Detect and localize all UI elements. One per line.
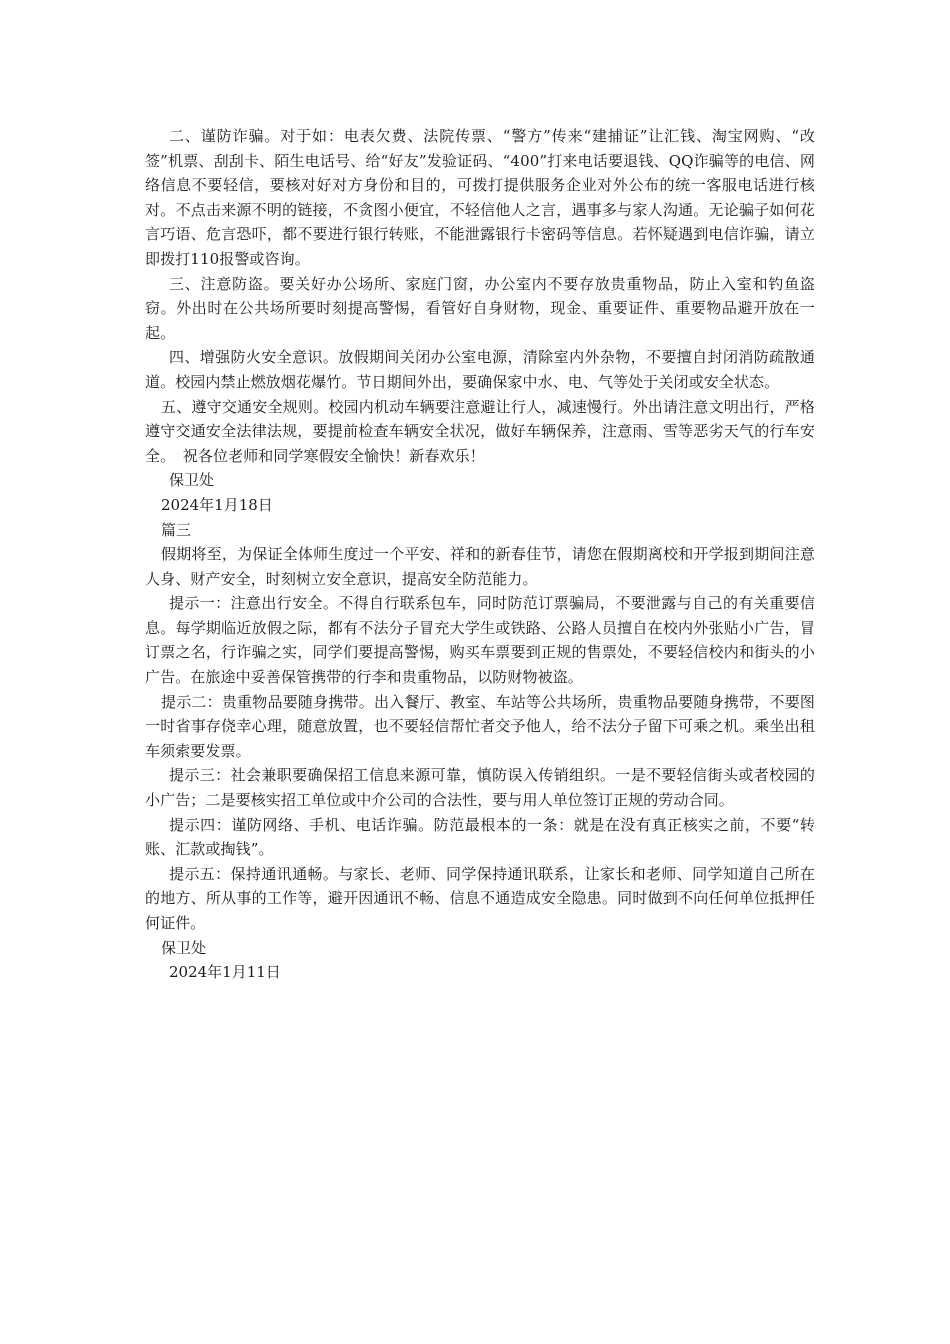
tip-five: 提示五：保持通讯通畅。与家长、老师、同学保持通讯联系，让家长和老师、同学知道自己所在的地方、所从事的工作等，避开因通讯不畅、信息不通造成安全隐患。同时做到不向任何单位抵押任何证件。 — [145, 864, 815, 932]
tip-one: 提示一：注意出行安全。不得自行联系包车，同时防范订票骗局，不要泄露与自己的有关重要信息。每学期临近放假之际，都有不法分子冒充大学生或铁路、公路人员擅自在校内外张贴小广告，冒订票之名，行诈骗之实，同学们要提高警惕，购买车票要到正规的售票处，不要轻信校内和街头的小广告。在旅途中妥善保管携带的行李和贵重物品，以防财物被盗。 — [145, 594, 815, 687]
date-1: 2024年1月18日 — [161, 495, 273, 514]
tip-two: 提示二：贵重物品要随身携带。出入餐厅、教室、车站等公共场所，贵重物品要随身携带，不要图一时省事存侥幸心理，随意放置，也不要轻信帮忙者交予他人，给不法分子留下可乘之机。乘坐出租车须索要发票。 — [145, 692, 815, 760]
signature-security-office-1: 保卫处 — [169, 471, 215, 490]
paragraph-anti-theft: 三、注意防盗。要关好办公场所、家庭门窗，办公室内不要存放贵重物品，防止入室和钓鱼盗窃。外出时在公共场所要时刻提高警惕，看管好自身财物，现金、重要证件、重要物品避开放在一起。 — [145, 274, 815, 342]
paragraph-fire-safety: 四、增强防火安全意识。放假期间关闭办公室电源，清除室内外杂物，不要擅自封闭消防疏散通道。校园内禁止燃放烟花爆竹。节日期间外出，要确保家中水、电、气等处于关闭或安全状态。 — [145, 348, 815, 391]
signature-security-office-2: 保卫处 — [161, 938, 207, 957]
tip-three: 提示三：社会兼职要确保招工信息来源可靠，慎防误入传销组织。一是不要轻信街头或者校园的小广告；二是要核实招工单位或中介公司的合法性，要与用人单位签订正规的劳动合同。 — [145, 766, 815, 810]
section-title: 篇三 — [161, 520, 192, 539]
tip-four: 提示四：谨防网络、手机、电话诈骗。防范最根本的一条：就是在没有真正核实之前，不要“转账、汇款或掏钱”。 — [145, 815, 815, 859]
paragraph-anti-fraud: 二、谨防诈骗。对于如：电表欠费、法院传票、“警方”传来“建捕证”让汇钱、淘宝网购、“改签”机票、刮刮卡、陌生电话号、给“好友”发验证码、“400”打来电话要退钱、QQ诈骗等的电信、网络信息不要轻信，要核对好对方身份和目的，可拨打提供服务企业对外公布的统一客服电话进行核对。不点击来源不明的链接，不贪图小便宜，不轻信他人之言，遇事多与家人沟通。无论骗子如何花言巧语、危言恐吓，都不要进行银行转账，不能泄露银行卡密码等信息。若怀疑遇到电信诈骗，请立即拨打110报警或咨询。 — [145, 127, 815, 268]
date-2: 2024年1月11日 — [169, 963, 281, 982]
paragraph-traffic-safety: 五、遵守交通安全规则。校园内机动车辆要注意避让行人，减速慢行。外出请注意文明出行，严格遵守交通安全法律法规，要提前检查车辆安全状况，做好车辆保养，注意雨、雪等恶劣天气的行车安全。 祝各位老师和同学寒假安全愉快！新春欢乐！ — [145, 397, 815, 465]
paragraph-intro: 假期将至，为保证全体师生度过一个平安、祥和的新春佳节，请您在假期离校和开学报到期间注意人身、财产安全，时刻树立安全意识，提高安全防范能力。 — [145, 545, 815, 588]
document-body — [145, 124, 815, 985]
